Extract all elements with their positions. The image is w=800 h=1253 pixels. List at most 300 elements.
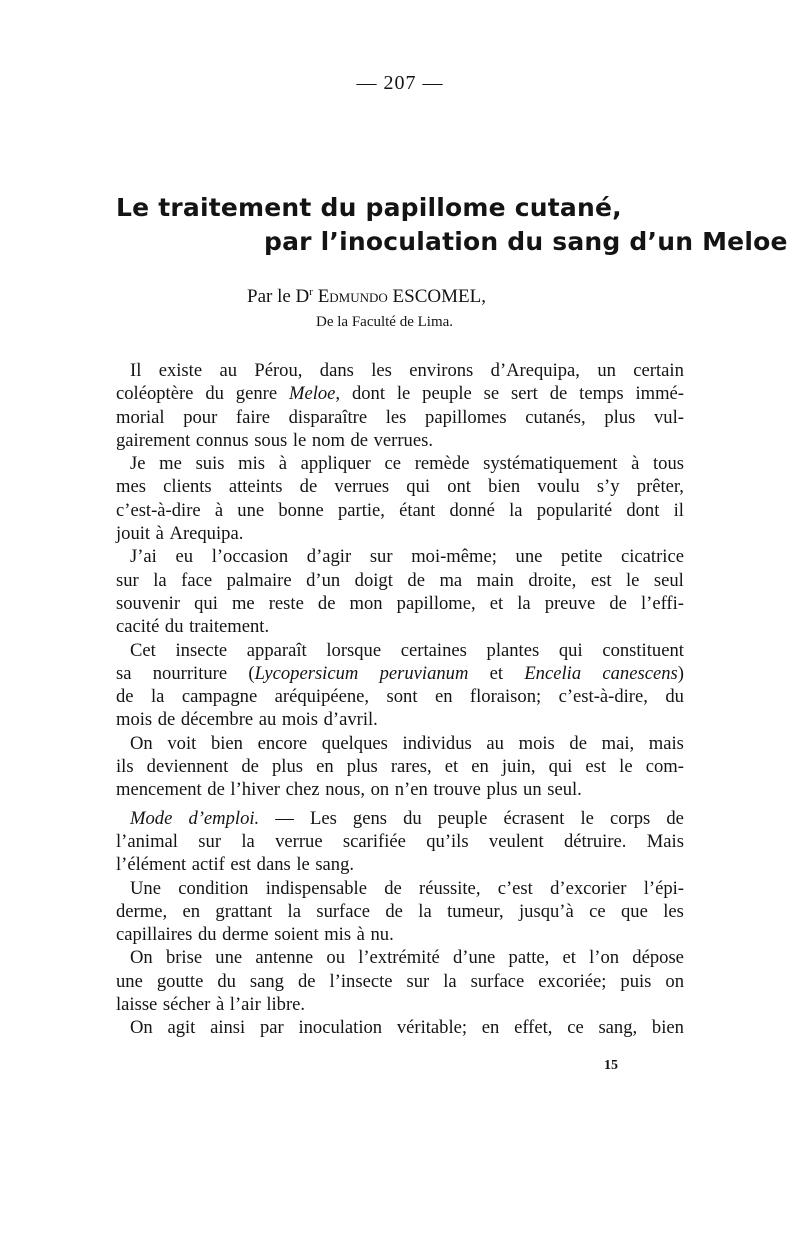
- word: plus: [346, 756, 378, 778]
- word: sert: [510, 383, 538, 405]
- word: étant: [399, 499, 436, 521]
- word: actif: [191, 854, 225, 876]
- word: une: [215, 947, 243, 969]
- word: tumeur,: [447, 900, 504, 922]
- word: du: [217, 970, 236, 992]
- text-line: [116, 732, 684, 755]
- text-line: [116, 569, 684, 592]
- word: immé-: [635, 383, 684, 405]
- word: traitement.: [189, 616, 270, 638]
- byline-prefix: Par le D: [247, 286, 310, 307]
- word: sur: [116, 569, 139, 591]
- word: la: [241, 830, 255, 852]
- word: en: [316, 756, 334, 778]
- word: ainsi: [210, 1017, 246, 1039]
- word: droite,: [528, 569, 577, 591]
- word: goutte: [156, 970, 204, 992]
- word: On: [130, 947, 153, 969]
- text-line: [116, 946, 684, 969]
- word: qui: [194, 592, 218, 614]
- word: deviennent: [146, 756, 229, 778]
- word: qui: [558, 639, 583, 661]
- word: Meloe,: [288, 383, 341, 405]
- word: l’effi-: [640, 592, 684, 614]
- word: au: [258, 709, 277, 731]
- word: de: [350, 429, 369, 451]
- word: environs: [409, 360, 474, 381]
- word: de: [241, 756, 259, 778]
- word: à: [155, 523, 164, 545]
- text-line: [116, 970, 684, 993]
- word: bien: [488, 476, 521, 498]
- word: est: [590, 569, 612, 591]
- word: remède: [414, 453, 470, 475]
- word: bien: [651, 1017, 684, 1039]
- word: voit: [167, 732, 197, 754]
- text-line: [116, 545, 684, 568]
- word: coléoptère: [116, 383, 194, 405]
- word: de: [407, 569, 425, 591]
- word: excoriée;: [538, 970, 607, 992]
- word: plantes: [486, 639, 540, 661]
- word: nu.: [370, 924, 394, 946]
- signature-mark: 15: [604, 1058, 618, 1073]
- word: de: [297, 970, 316, 992]
- word: écrasent: [503, 807, 565, 829]
- author-byline: [247, 286, 486, 308]
- word: n’en: [394, 779, 428, 801]
- text-line: [116, 778, 684, 801]
- word: sur: [369, 546, 393, 568]
- word: qu’ils: [426, 830, 469, 852]
- word: au: [219, 360, 238, 381]
- word: le: [292, 429, 307, 451]
- word: il: [673, 499, 684, 521]
- word: une: [237, 499, 265, 521]
- word: l’insecte: [329, 970, 393, 992]
- word: on: [665, 970, 684, 992]
- word: mes: [116, 476, 146, 498]
- word: l’animal: [116, 830, 178, 852]
- word: peruvianum: [379, 662, 469, 684]
- word: bien: [210, 732, 243, 754]
- page-number: — 207 —: [356, 72, 444, 94]
- word: Arequipa.: [169, 523, 244, 545]
- word: systématiquement: [483, 453, 618, 475]
- word: la: [153, 569, 167, 591]
- word: inoculation: [298, 1017, 383, 1039]
- word: trouve: [433, 779, 481, 801]
- word: la: [287, 900, 301, 922]
- word: sécher: [162, 994, 211, 1016]
- word: derme,: [116, 900, 168, 922]
- word: Mais: [646, 830, 684, 852]
- author-last-name: ESCOMEL,: [392, 286, 486, 307]
- word: effet,: [514, 1017, 553, 1039]
- word: sang,: [598, 1017, 638, 1039]
- word: de: [384, 877, 402, 899]
- word: c’est: [497, 877, 533, 899]
- word: est: [230, 854, 252, 876]
- word: face: [181, 569, 213, 591]
- word: quelques: [321, 732, 388, 754]
- word: aréquipéene,: [274, 686, 370, 708]
- word: existe: [158, 360, 203, 381]
- word: sang.: [315, 854, 355, 876]
- word: papillomes: [425, 406, 507, 428]
- word: le: [625, 569, 640, 591]
- word: en: [434, 686, 453, 708]
- word: pour: [183, 406, 218, 428]
- word: Il: [130, 360, 142, 381]
- word: qui: [406, 476, 431, 498]
- word: détruire.: [563, 830, 627, 852]
- word: Je: [130, 453, 146, 475]
- word: un: [523, 779, 542, 801]
- word: mis: [238, 453, 266, 475]
- word: du: [665, 686, 684, 708]
- word: d’emploi.: [188, 807, 260, 829]
- text-line: [116, 900, 684, 923]
- word: apparaît: [246, 639, 307, 661]
- word: c’est-à-dire: [116, 499, 201, 521]
- word: antenne: [255, 947, 314, 969]
- word: de: [299, 476, 318, 498]
- word: suis: [195, 453, 225, 475]
- word: Cet: [130, 639, 156, 661]
- word: derme: [222, 924, 269, 946]
- word: patte,: [508, 947, 550, 969]
- word: On: [130, 1017, 153, 1039]
- word: mois: [116, 709, 153, 731]
- text-line: [116, 1016, 684, 1039]
- word: c’est-à-dire,: [558, 686, 648, 708]
- word: du: [205, 383, 224, 405]
- word: sur: [406, 970, 430, 992]
- word: au: [486, 732, 504, 754]
- word: qui: [548, 756, 573, 778]
- word: mencement: [116, 779, 202, 801]
- word: le: [619, 756, 633, 778]
- word: puis: [620, 970, 652, 992]
- word: lorsque: [326, 639, 382, 661]
- word: se: [483, 383, 500, 405]
- word: un: [597, 360, 616, 381]
- word: l’épi-: [643, 877, 684, 899]
- text-line: [116, 923, 684, 946]
- author-first-name: Edmundo: [317, 286, 388, 307]
- word: que: [621, 900, 648, 922]
- word: à: [356, 924, 365, 946]
- word: dont: [351, 383, 385, 405]
- word: appliquer: [300, 453, 371, 475]
- word: l’élément: [116, 854, 187, 876]
- word: cacité: [116, 616, 160, 638]
- word: en: [481, 1017, 500, 1039]
- word: d’avril.: [323, 709, 378, 731]
- text-line: [116, 429, 684, 452]
- word: à: [631, 453, 640, 475]
- word: le: [396, 383, 411, 405]
- word: nourriture: [152, 662, 228, 684]
- word: —: [275, 807, 294, 829]
- word: brise: [165, 947, 203, 969]
- word: l’hiver: [230, 779, 280, 801]
- word: jusqu’à: [519, 900, 574, 922]
- word: bonne: [278, 499, 324, 521]
- word: genre: [235, 383, 278, 405]
- text-line: [116, 708, 684, 731]
- word: connus: [195, 429, 249, 451]
- text-line: [116, 830, 684, 853]
- word: la: [517, 592, 531, 614]
- word: ont: [447, 476, 471, 498]
- word: ce: [589, 900, 606, 922]
- word: à: [215, 994, 225, 1016]
- text-line: [116, 615, 684, 638]
- word: corps: [609, 807, 651, 829]
- word: condition: [178, 877, 249, 899]
- word: libre.: [266, 994, 306, 1016]
- word: cicatrice: [621, 546, 684, 568]
- word: d’un: [306, 569, 341, 591]
- word: encore: [257, 732, 308, 754]
- word: scarifiée: [342, 830, 406, 852]
- text-line: [116, 522, 684, 545]
- word: com-: [645, 756, 684, 778]
- word: sa: [116, 662, 132, 684]
- word: souvenir: [116, 592, 181, 614]
- word: de: [207, 779, 225, 801]
- text-line: [116, 993, 684, 1016]
- word: On: [130, 732, 153, 754]
- text-line: [116, 685, 684, 708]
- author-affiliation: De la Faculté de Lima.: [316, 314, 454, 330]
- text-line: [116, 662, 684, 685]
- word: voulu: [537, 476, 580, 498]
- word: mis: [324, 924, 352, 946]
- word: et: [562, 947, 576, 969]
- word: ou: [326, 947, 345, 969]
- word: Une: [130, 877, 161, 899]
- text-line: [116, 877, 684, 900]
- word: petite: [561, 546, 603, 568]
- word: (Lycopersicum: [248, 662, 359, 684]
- word: chez: [285, 779, 320, 801]
- word: et: [489, 662, 504, 684]
- word: de: [666, 807, 684, 829]
- word: indispensable: [265, 877, 367, 899]
- word: seul.: [547, 779, 582, 801]
- word: palmaire: [226, 569, 292, 591]
- text-line: [116, 452, 684, 475]
- word: constituent: [602, 639, 684, 661]
- word: popularité: [536, 499, 613, 521]
- word: reste: [268, 592, 304, 614]
- word: ce: [384, 453, 402, 475]
- word: doigt: [354, 569, 393, 591]
- word: moi-même;: [411, 546, 497, 568]
- word: d’excorier: [550, 877, 627, 899]
- word: nous,: [325, 779, 365, 801]
- word: J’ai: [130, 546, 157, 568]
- text-line: [116, 639, 684, 662]
- word: la: [443, 970, 457, 992]
- word: ils: [116, 756, 134, 778]
- word: juin,: [501, 756, 536, 778]
- word: ma: [439, 569, 463, 591]
- word: une: [515, 546, 543, 568]
- word: capillaires: [116, 924, 193, 946]
- word: certain: [633, 360, 684, 381]
- word: eu: [175, 546, 194, 568]
- word: on: [370, 779, 390, 801]
- word: atteints: [228, 476, 283, 498]
- word: gens: [352, 807, 388, 829]
- word: peuple: [437, 807, 488, 829]
- word: rares,: [390, 756, 432, 778]
- word: Mode: [130, 807, 173, 829]
- text-line: [116, 807, 684, 830]
- word: de: [157, 709, 176, 731]
- word: me: [231, 592, 255, 614]
- word: ce: [567, 1017, 584, 1039]
- word: laisse: [116, 994, 158, 1016]
- article-title-line-1: Le traitement du papillome cutané,: [116, 193, 622, 222]
- word: plus: [486, 779, 518, 801]
- text-line: [116, 359, 684, 382]
- word: campagne: [181, 686, 258, 708]
- word: et: [444, 756, 459, 778]
- word: dans: [319, 360, 354, 381]
- word: grattant: [215, 900, 273, 922]
- word: du: [197, 924, 217, 946]
- word: Les: [309, 807, 337, 829]
- word: seul: [653, 569, 684, 591]
- word: les: [663, 900, 684, 922]
- text-line: [116, 755, 684, 778]
- text-line: [116, 499, 684, 522]
- word: réussite,: [419, 877, 481, 899]
- word: tous: [653, 453, 684, 475]
- word: par: [259, 1017, 284, 1039]
- word: à: [214, 499, 224, 521]
- word: le: [580, 807, 594, 829]
- word: la: [509, 499, 523, 521]
- word: individus: [402, 732, 472, 754]
- word: disparaître: [288, 406, 368, 428]
- word: jouit: [116, 523, 151, 545]
- word: s’y: [596, 476, 620, 498]
- word: gairement: [116, 429, 191, 451]
- word: dépose: [632, 947, 684, 969]
- word: à: [278, 453, 287, 475]
- text-line: [116, 382, 684, 405]
- word: vul-: [653, 406, 684, 428]
- word: en: [182, 900, 201, 922]
- word: l’extrémité: [358, 947, 440, 969]
- word: mai,: [601, 732, 635, 754]
- word: mon: [349, 592, 383, 614]
- word: main: [476, 569, 514, 591]
- word: donné: [449, 499, 495, 521]
- word: une: [116, 970, 143, 992]
- word: soient: [274, 924, 319, 946]
- word: de: [549, 383, 568, 405]
- word: sur: [198, 830, 222, 852]
- word: verrues: [334, 476, 390, 498]
- text-line: [116, 475, 684, 498]
- word: nom: [311, 429, 345, 451]
- word: Pérou,: [254, 360, 303, 381]
- word: dont: [626, 499, 660, 521]
- word: de: [569, 732, 587, 754]
- word: de: [385, 900, 403, 922]
- word: mois: [518, 732, 555, 754]
- text-line: [116, 592, 684, 615]
- word: peuple: [422, 383, 472, 405]
- word: surface: [316, 900, 371, 922]
- word: cutanés,: [525, 406, 586, 428]
- word: verrues.: [373, 429, 433, 451]
- word: de: [116, 686, 134, 708]
- word: canescens): [602, 662, 684, 684]
- word: morial: [116, 406, 165, 428]
- word: faire: [235, 406, 270, 428]
- word: les: [371, 360, 392, 381]
- word: du: [403, 807, 422, 829]
- text-line: [116, 406, 684, 429]
- word: papillome,: [396, 592, 476, 614]
- word: temps: [579, 383, 624, 405]
- word: insecte: [175, 639, 228, 661]
- byline-title-sup: r: [309, 286, 313, 298]
- word: verrue: [275, 830, 323, 852]
- word: certaines: [400, 639, 467, 661]
- word: floraison;: [469, 686, 542, 708]
- word: dans: [256, 854, 291, 876]
- word: clients: [163, 476, 212, 498]
- word: d’Arequipa,: [490, 360, 580, 381]
- word: me: [159, 453, 182, 475]
- word: la: [418, 900, 432, 922]
- word: d’une: [452, 947, 496, 969]
- word: sont: [386, 686, 418, 708]
- word: du: [164, 616, 184, 638]
- word: le: [296, 854, 310, 876]
- word: surface: [470, 970, 525, 992]
- word: partie,: [337, 499, 385, 521]
- article-title-line-2: par l’inoculation du sang d’un Meloe: [264, 227, 788, 256]
- word: de: [317, 592, 336, 614]
- word: preuve: [544, 592, 596, 614]
- word: sang: [249, 970, 284, 992]
- word: agit: [167, 1017, 196, 1039]
- word: plus: [272, 756, 303, 778]
- word: et: [489, 592, 504, 614]
- word: l’occasion: [211, 546, 289, 568]
- word: plus: [604, 406, 636, 428]
- word: d’agir: [306, 546, 352, 568]
- word: véritable;: [396, 1017, 468, 1039]
- word: sous: [254, 429, 288, 451]
- word: est: [585, 756, 607, 778]
- word: la: [150, 686, 165, 708]
- word: de: [609, 592, 627, 614]
- word: décembre: [180, 709, 254, 731]
- article-body: [116, 359, 684, 1040]
- word: l’air: [229, 994, 261, 1016]
